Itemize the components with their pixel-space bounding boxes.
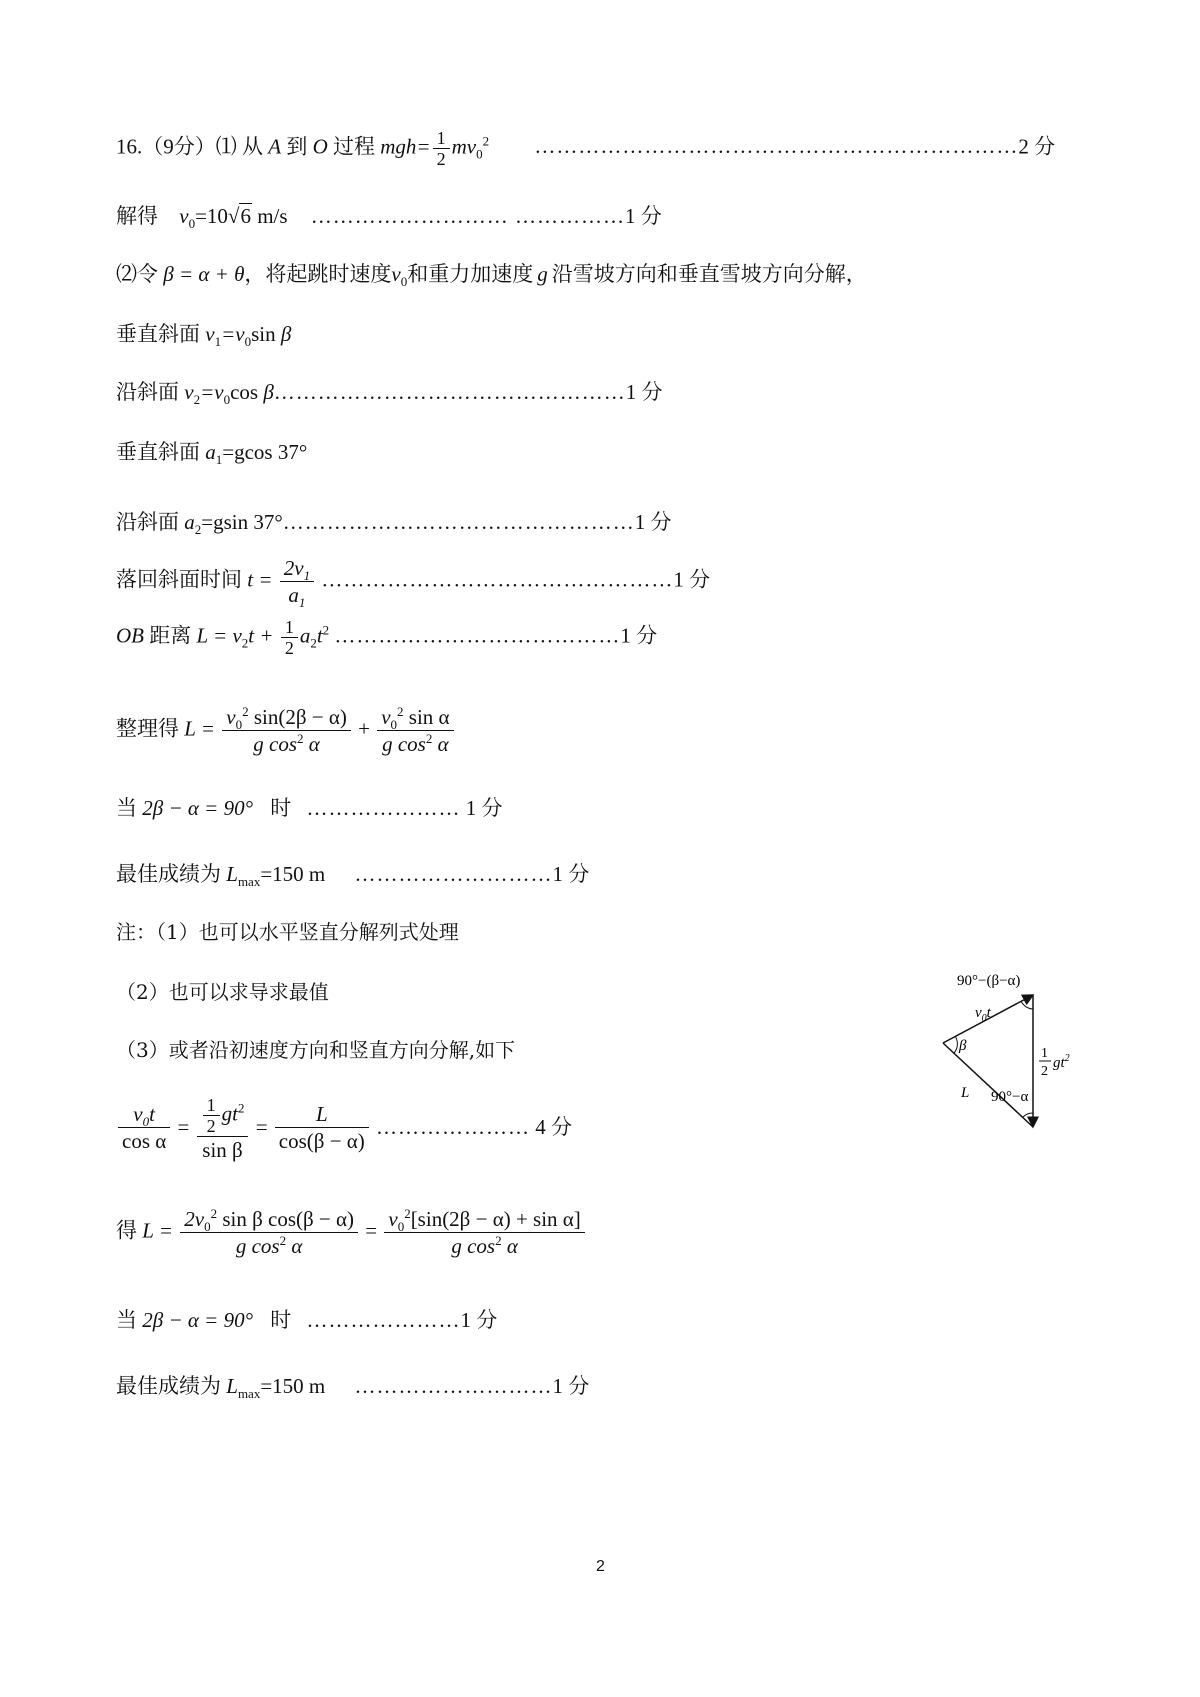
beta-symbol: β bbox=[280, 322, 292, 346]
best-line-2: 最佳成绩为 $L_{max}=150$ m ………………………1 分 bbox=[116, 1374, 590, 1402]
fn: cos bbox=[230, 380, 259, 404]
t: t bbox=[316, 623, 323, 648]
points-label: 2 分 bbox=[1018, 134, 1056, 159]
bottom-angle-arc bbox=[1023, 1113, 1033, 1117]
result-fraction-2: $\frac{v_0^2[\sin(2\beta - \alpha) + \sin \alpha]}{g \cos^2 \alpha}$ bbox=[384, 1206, 584, 1259]
t-symbol: t = bbox=[247, 567, 273, 592]
l-label: L bbox=[961, 1085, 970, 1101]
points-label: 4 分 bbox=[535, 1114, 573, 1139]
part2-line: ⑵令 β = α + θ，将起跳时速度$v_0$和重力加速度 g 沿雪坡方向和垂直雪坡方向分解， bbox=[116, 262, 867, 290]
lhs: L = bbox=[184, 716, 215, 741]
point-o: O bbox=[312, 134, 328, 159]
leader-dots: ………………… bbox=[376, 1114, 531, 1139]
note-1: 注：（1）也可以水平竖直分解列式处理 bbox=[116, 920, 459, 944]
ratio-fraction-c: $\frac{L}{\cos(\beta - \alpha)}$ bbox=[275, 1101, 369, 1154]
energy-rhs: mv bbox=[451, 134, 477, 159]
t: t + bbox=[248, 623, 274, 648]
label: 整理得 bbox=[116, 716, 179, 741]
label: 垂直斜面 bbox=[116, 322, 200, 346]
points-label: 1 分 bbox=[673, 567, 711, 592]
v-symbol: v bbox=[205, 322, 215, 346]
label: 沿斜面 bbox=[116, 380, 179, 404]
along-velocity-line: 沿斜面 $v_2=v_0\cos$ β…………………………………………1 分 bbox=[116, 380, 663, 408]
top-angle-arc bbox=[1021, 1001, 1033, 1009]
label: 当 bbox=[116, 1308, 137, 1332]
leader-dots: ………………………………… bbox=[334, 623, 621, 648]
energy-lhs: mgh= bbox=[380, 134, 431, 159]
equals: = bbox=[255, 1114, 268, 1139]
leader-dots: ………………… bbox=[306, 796, 461, 820]
a-symbol: a bbox=[299, 623, 311, 648]
result-line bbox=[116, 1206, 587, 1259]
label: 落回斜面时间 bbox=[116, 567, 242, 592]
ratio-fraction-b: $\frac{1}{2}$ $gt^2$ sin β bbox=[197, 1095, 249, 1163]
points-label: 1 分 bbox=[552, 1374, 590, 1398]
v-symbol: v bbox=[391, 262, 401, 286]
points-label: 1 分 bbox=[460, 1308, 498, 1332]
leader-dots: ………………… bbox=[306, 1308, 461, 1332]
leader-dots: ……………………… …………… bbox=[310, 204, 626, 228]
text-process: 过程 bbox=[333, 134, 375, 159]
best-line-1: 最佳成绩为 $L_{max}=150$ m ………………………1 分 bbox=[116, 862, 590, 890]
eq: =v bbox=[200, 380, 224, 404]
lhs: L = bbox=[142, 1218, 173, 1243]
part2-intro: ⑵令 bbox=[116, 262, 158, 286]
beta-symbol: β bbox=[263, 380, 274, 404]
half-num-label: 1 bbox=[1041, 1046, 1048, 1061]
vector-triangle-diagram bbox=[935, 965, 1105, 1145]
label: 垂直斜面 bbox=[116, 440, 200, 464]
ratio-line bbox=[116, 1095, 572, 1163]
point-a: A bbox=[268, 134, 282, 159]
leader-dots: ………………………………………… bbox=[273, 380, 626, 404]
a-symbol: a bbox=[184, 510, 195, 534]
simplify-line bbox=[116, 704, 456, 757]
label: 最佳成绩为 bbox=[116, 1374, 221, 1398]
condition: 2β − α = 90° bbox=[142, 796, 253, 820]
a-symbol: a bbox=[205, 440, 216, 464]
perp-velocity-line: 垂直斜面 $v_1=v_0\sin$ β bbox=[116, 322, 292, 350]
ratio-fraction-a: $\frac{v_0t}{\text{cos α}}$ bbox=[118, 1101, 170, 1154]
gt-label: $gt^2$ bbox=[1053, 1053, 1070, 1071]
label: 当 bbox=[116, 796, 137, 820]
bottom-angle-label: 90°−α bbox=[991, 1089, 1029, 1105]
leader-dots: ……………………… bbox=[354, 862, 553, 886]
perp-acceleration-line: 垂直斜面 $a_1=gcos$ 37° bbox=[116, 440, 308, 468]
ob-distance-line: OB 距离 $L = v_2t$ + $\frac{1}{2}$ $a_2t^2$ …………………………………1 分 bbox=[116, 617, 658, 658]
points-label: 1 分 bbox=[625, 380, 663, 404]
beta-angle-arc bbox=[954, 1036, 957, 1053]
l-vector bbox=[943, 1043, 1033, 1127]
v-symbol: v bbox=[179, 204, 189, 228]
simplify-fraction-2: $\frac{v_0^2 \sin \alpha}{g \cos^2 \alpha}$ bbox=[377, 704, 453, 757]
q16-line: 16.（9分）⑴ 从 A 到 O 过程 mgh= $\frac{1}{2}$ $mv_0^2$ …………………………………………………………2 分 bbox=[116, 128, 1056, 169]
q16-header: 16.（9分）⑴ 从 bbox=[116, 134, 263, 159]
beta-definition: β = α + θ bbox=[163, 262, 245, 286]
leader-dots: ……………………… bbox=[354, 1374, 553, 1398]
leader-dots: ………………………………………… bbox=[282, 510, 635, 534]
solve-label: 解得 bbox=[116, 204, 158, 228]
page-number: 2 bbox=[596, 1558, 605, 1575]
points-label: 1 分 bbox=[620, 623, 658, 648]
value: =150 m bbox=[260, 862, 326, 886]
label: 沿斜面 bbox=[116, 510, 179, 534]
label: 最佳成绩为 bbox=[116, 862, 221, 886]
points-label: 1 分 bbox=[465, 796, 503, 820]
result-fraction-1: $\frac{2v_0^2 \sin \beta \cos(\beta - \alpha)}{g \cos^2 \alpha}$ bbox=[180, 1206, 358, 1259]
v0t-label: $v_0t$ bbox=[975, 1005, 991, 1024]
time-fraction: $\frac{2v_1}{a_1}$ bbox=[280, 555, 314, 608]
when-line-2 bbox=[116, 1306, 497, 1334]
text-segment: 和重力加速度 bbox=[407, 262, 534, 286]
eq: =gcos 37° bbox=[222, 440, 308, 464]
v0-value: =10 bbox=[195, 204, 228, 228]
unit: m/s bbox=[257, 204, 288, 228]
text-when: 时 bbox=[270, 1308, 292, 1332]
half-fraction: $\frac{1}{2}$ bbox=[433, 128, 450, 169]
plus: + bbox=[358, 716, 370, 741]
note-3: （3）或者沿初速度方向和竖直方向分解,如下 bbox=[116, 1038, 516, 1062]
l-symbol: L bbox=[226, 862, 238, 886]
leader-dots: ………………………………………… bbox=[321, 567, 674, 592]
points-label: 1 分 bbox=[634, 510, 672, 534]
when-line-1 bbox=[116, 794, 502, 822]
half-den-label: 2 bbox=[1041, 1064, 1048, 1079]
half-fraction: $\frac{1}{2}$ bbox=[281, 617, 298, 658]
time-line bbox=[116, 555, 711, 611]
l-symbol: L bbox=[226, 1374, 238, 1398]
lhs: L = v bbox=[196, 623, 242, 648]
solve-line: 解得 $v_0=10√6$ m/s ……………………… ……………1 分 bbox=[116, 204, 662, 232]
condition: 2β − α = 90° bbox=[142, 1308, 253, 1332]
label: 距离 bbox=[149, 623, 192, 648]
points-label: 1 分 bbox=[552, 862, 590, 886]
g-symbol: g bbox=[537, 262, 548, 286]
text-segment: 沿雪坡方向和垂直雪坡方向分解， bbox=[551, 262, 867, 286]
top-angle-label: 90°−(β−α) bbox=[957, 973, 1021, 989]
value: =150 m bbox=[260, 1374, 326, 1398]
equals: = bbox=[365, 1218, 378, 1243]
text-segment: ，将起跳时速度 bbox=[244, 262, 392, 286]
text-to: 到 bbox=[286, 134, 308, 159]
eq: =gsin 37° bbox=[201, 510, 283, 534]
fn: sin bbox=[251, 322, 276, 346]
equals: = bbox=[177, 1114, 190, 1139]
text-when: 时 bbox=[270, 796, 292, 820]
sqrt-value: 6 bbox=[240, 204, 251, 228]
label: 得 bbox=[116, 1218, 137, 1243]
along-acceleration-line: 沿斜面 $a_2=gsin$ 37°…………………………………………1 分 bbox=[116, 510, 672, 538]
simplify-fraction-1: $\frac{v_0^2 \sin(2\beta - \alpha)}{g \cos^2 \alpha}$ bbox=[222, 704, 351, 757]
v-symbol: v bbox=[184, 380, 194, 404]
note-2: （2）也可以求导求最值 bbox=[116, 980, 329, 1004]
points-label: 1 分 bbox=[625, 204, 662, 228]
ob-symbol: OB bbox=[116, 623, 144, 648]
leader-dots: ………………………………………………………… bbox=[534, 134, 1019, 159]
beta-label: β bbox=[959, 1038, 967, 1054]
eq: =v bbox=[221, 322, 245, 346]
